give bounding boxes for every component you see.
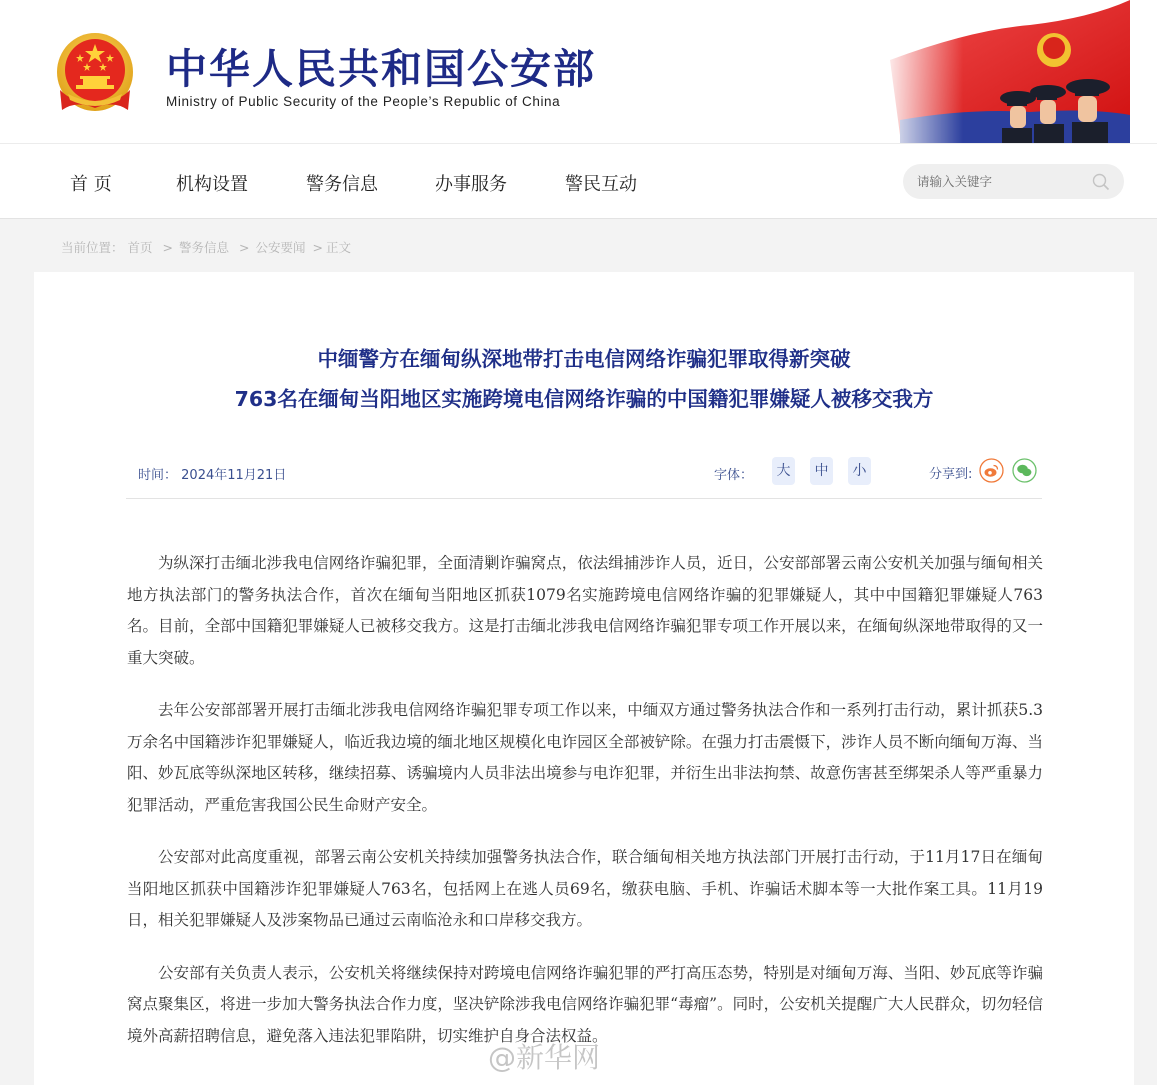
search-icon[interactable] — [1092, 173, 1110, 191]
nav-item-interaction[interactable]: 警民互动 — [565, 174, 637, 195]
publish-date — [138, 464, 286, 483]
site-title: 中华人民共和国公安部 — [166, 45, 596, 93]
font-size-medium-button[interactable]: 中 — [810, 457, 833, 485]
site-subtitle: Ministry of Public Security of the People’s Republic of China — [166, 94, 561, 109]
breadcrumb-separator: > — [239, 240, 250, 255]
nav-item-police-info[interactable]: 警务信息 — [306, 174, 378, 195]
breadcrumb-home[interactable]: 首页 — [127, 240, 153, 255]
article-meta-bar — [126, 452, 1042, 499]
national-emblem-icon — [54, 30, 136, 118]
site-header — [0, 0, 1157, 143]
weibo-share-icon[interactable] — [979, 458, 1004, 483]
breadcrumb-label: 当前位置： — [61, 240, 124, 255]
breadcrumb — [61, 238, 355, 256]
font-size-small-button[interactable]: 小 — [848, 457, 871, 485]
font-size-label: 字体： — [714, 468, 754, 483]
article-body — [127, 548, 1043, 1073]
article-paragraph: 公安部有关负责人表示，公安机关将继续保持对跨境电信网络诈骗犯罪的严打高压态势，特别是对缅甸万海、当阳、妙瓦底等诈骗窝点聚集区，将进一步加大警务执法合作力度，坚决铲除涉我电信网络诈骗犯罪“毒瘤”。同时，公安机关提醒广大人民群众，切勿轻信境外高薪招聘信息，避免落入违法犯罪陷阱，切实维护自身合法权益。 — [127, 963, 1043, 1045]
article-paragraph: 公安部对此高度重视，部署云南公安机关持续加强警务执法合作，联合缅甸相关地方执法部门开展打击行动，于11月17日在缅甸当阳地区抓获中国籍涉诈犯罪嫌疑人763名，包括网上在逃人员69名，缴获电脑、手机、诈骗话术脚本等一大批作案工具。11月19日，相关犯罪嫌疑人及涉案物品已通过云南临沧永和口岸移交我方。 — [127, 848, 1043, 929]
breadcrumb-news[interactable]: 公安要闻 — [255, 240, 306, 255]
search-input[interactable] — [917, 164, 1087, 199]
breadcrumb-separator: > — [162, 240, 174, 255]
article-paragraph: 为纵深打击缅北涉我电信网络诈骗犯罪，全面清剿诈骗窝点，依法缉捕涉诈人员，近日，公安部部署云南公安机关加强与缅甸相关地方执法部门的警务执法合作，首次在缅甸当阳地区抓获1079名实施跨境电信网络诈骗的犯罪嫌疑人，其中中国籍犯罪嫌疑人763名。目前，全部中国籍犯罪嫌疑人已被移交我方。这是打击缅北涉我电信网络诈骗犯罪专项工作开展以来，在缅甸纵深地带取得的又一重大突破。 — [127, 554, 1043, 667]
article-title-line1: 中缅警方在缅甸纵深地带打击电信网络诈骗犯罪取得新突破 — [317, 347, 851, 371]
breadcrumb-police-info[interactable]: 警务信息 — [179, 240, 230, 255]
xinhua-watermark: @新华网 — [488, 1041, 601, 1074]
breadcrumb-separator: > — [312, 240, 324, 255]
nav-item-services[interactable]: 办事服务 — [435, 174, 507, 195]
article-paragraph: 去年公安部部署开展打击缅北涉我电信网络诈骗犯罪专项工作以来，中缅双方通过警务执法合作和一系列打击行动，累计抓获5.3万余名中国籍涉诈犯罪嫌疑人，临近我边境的缅北地区规模化电诈园区全部被铲除。在强力打击震慑下，涉诈人员不断向缅甸万海、当阳、妙瓦底等纵深地区转移，继续招募、诱骗境内人员非法出境参与电诈犯罪，并衍生出非法拘禁、故意伤害甚至绑架杀人等严重暴力犯罪活动，严重危害我国公民生命财产安全。 — [127, 701, 1043, 814]
font-size-large-button[interactable]: 大 — [772, 457, 795, 485]
nav-item-organization[interactable]: 机构设置 — [176, 174, 248, 195]
police-flag-banner-image — [880, 0, 1157, 143]
date-value: 2024年11月21日 — [181, 468, 287, 483]
breadcrumb-current: 正文 — [326, 240, 352, 255]
article-title-line2: 763名在缅甸当阳地区实施跨境电信网络诈骗的中国籍犯罪嫌疑人被移交我方 — [234, 387, 934, 411]
share-label: 分享到: — [929, 467, 973, 482]
wechat-share-icon[interactable] — [1012, 458, 1037, 483]
search-box — [903, 164, 1124, 199]
date-label: 时间： — [138, 468, 178, 483]
nav-item-home[interactable]: 首 页 — [70, 174, 112, 195]
main-nav — [0, 143, 1157, 219]
